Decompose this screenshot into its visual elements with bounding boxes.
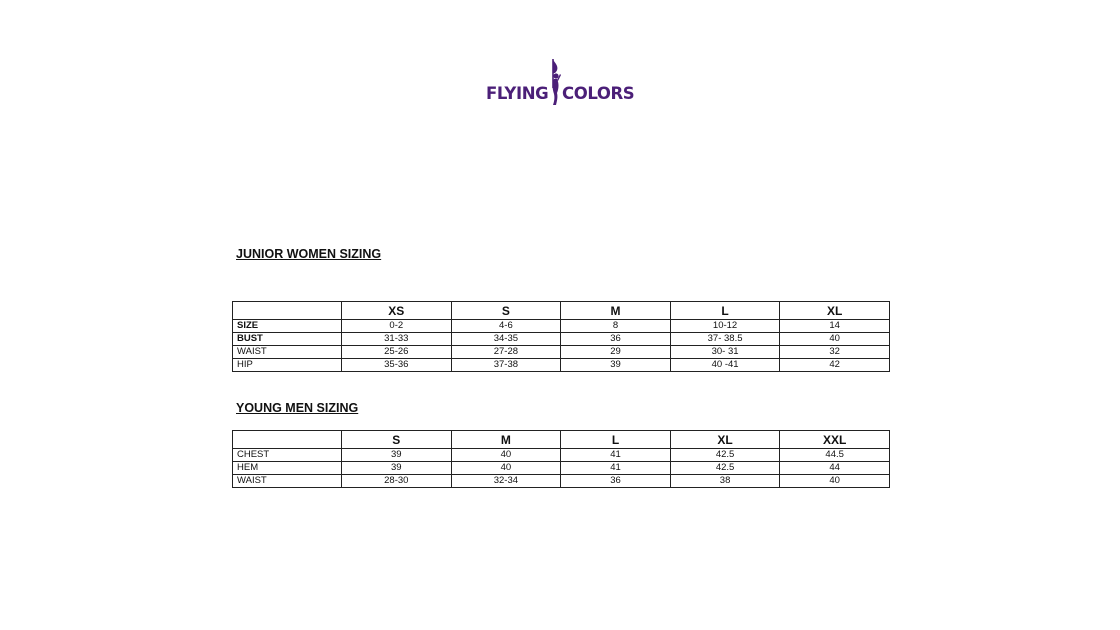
header-cell: S [342,431,452,449]
table-row [233,475,890,488]
table-cell: 39 [342,462,452,475]
header-cell [233,431,342,449]
header-cell: M [451,431,561,449]
header-cell: L [670,302,780,320]
table-cell: 4-6 [451,320,561,333]
table-cell: 38 [670,475,780,488]
table-cell: 40 [780,475,890,488]
header-cell: XL [670,431,780,449]
row-label: HEM [233,462,342,475]
table-cell: 27-28 [451,346,561,359]
table-header-row [233,431,890,449]
table-cell: 10-12 [670,320,780,333]
table-cell: 14 [780,320,890,333]
flying-colors-logo [486,58,638,110]
table-cell: 30- 31 [670,346,780,359]
table-row [233,462,890,475]
header-cell: M [561,302,671,320]
row-label: HIP [233,359,342,372]
header-cell: XXL [780,431,890,449]
table-cell: 32-34 [451,475,561,488]
table-cell: 8 [561,320,671,333]
table-cell: 40 [451,449,561,462]
table-cell: 34-35 [451,333,561,346]
table-row [233,320,890,333]
junior-women-table [232,301,890,372]
table-cell: 40 [780,333,890,346]
header-cell: S [451,302,561,320]
table-cell: 41 [561,462,671,475]
table-cell: 37-38 [451,359,561,372]
row-label: WAIST [233,475,342,488]
table-cell: 35-36 [342,359,452,372]
logo-text-left: FLYING [486,84,549,103]
table-cell: 29 [561,346,671,359]
logo-text-right: COLORS [562,84,635,103]
table-cell: 32 [780,346,890,359]
header-cell [233,302,342,320]
row-label: SIZE [233,320,342,333]
header-cell: XS [342,302,452,320]
table-cell: 0-2 [342,320,452,333]
table-cell: 40 -41 [670,359,780,372]
table-row [233,449,890,462]
table-cell: 42 [780,359,890,372]
table-header-row [233,302,890,320]
table-cell: 39 [561,359,671,372]
table-cell: 40 [451,462,561,475]
row-label: CHEST [233,449,342,462]
row-label: WAIST [233,346,342,359]
junior-women-title: JUNIOR WOMEN SIZING [236,247,382,261]
table-row [233,359,890,372]
table-cell: 42.5 [670,462,780,475]
table-cell: 44.5 [780,449,890,462]
table-cell: 31-33 [342,333,452,346]
row-label: BUST [233,333,342,346]
table-cell: 36 [561,333,671,346]
table-cell: 42.5 [670,449,780,462]
table-cell: 28-30 [342,475,452,488]
table-row [233,333,890,346]
young-men-title: YOUNG MEN SIZING [236,401,359,415]
header-cell: XL [780,302,890,320]
table-cell: 25-26 [342,346,452,359]
table-cell: 41 [561,449,671,462]
table-cell: 44 [780,462,890,475]
young-men-table [232,430,890,488]
table-cell: 36 [561,475,671,488]
table-cell: 39 [342,449,452,462]
table-cell: 37- 38.5 [670,333,780,346]
table-row [233,346,890,359]
header-cell: L [561,431,671,449]
